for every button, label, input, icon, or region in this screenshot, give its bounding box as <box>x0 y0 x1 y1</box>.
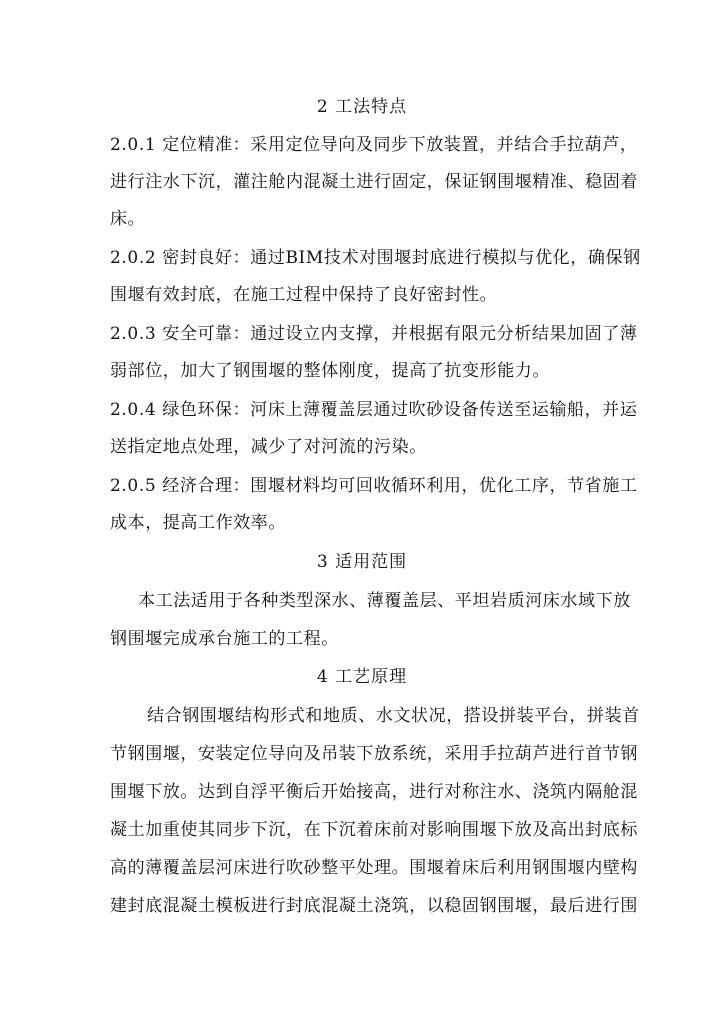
section-4-line-5: 高的薄覆盖层河床进行吹砂整平处理。围堰着床后利用钢围堰内壁构 <box>110 858 638 878</box>
section-4-line-1: 结合钢围堰结构形式和地质、水文状况，搭设拼装平台，拼装首 <box>147 706 640 726</box>
paragraph-2-0-2-line-2: 围堰有效封底，在施工过程中保持了良好密封性。 <box>110 285 498 305</box>
section-4-line-4: 凝土加重使其同步下沉，在下沉着床前对影响围堰下放及高出封底标 <box>110 820 638 840</box>
paragraph-2-0-2-line-1: 2.0.2 密封良好：通过BIM技术对围堰封底进行模拟与优化，确保钢 <box>110 248 641 268</box>
paragraph-2-0-4-line-1: 2.0.4 绿色环保：河床上薄覆盖层通过吹砂设备传送至运输船，并运 <box>110 400 638 420</box>
paragraph-2-0-5-line-2: 成本，提高工作效率。 <box>110 513 286 533</box>
section-4-line-2: 节钢围堰，安装定位导向及吊装下放系统，采用手拉葫芦进行首节钢 <box>110 744 638 764</box>
paragraph-2-0-3-line-2: 弱部位，加大了钢围堰的整体刚度，提高了抗变形能力。 <box>110 361 550 381</box>
section-4-line-6: 建封底混凝土模板进行封底混凝土浇筑，以稳固钢围堰，最后进行围 <box>110 896 638 916</box>
section-3-heading: 3 适用范围 <box>316 552 408 572</box>
paragraph-2-0-1-line-3: 床。 <box>110 209 146 229</box>
paragraph-2-0-5-line-1: 2.0.5 经济合理：围堰材料均可回收循环利用，优化工序，节省施工 <box>110 476 638 496</box>
paragraph-2-0-1-line-2: 进行注水下沉，灌注舱内混凝土进行固定，保证钢围堰精准、稳固着 <box>110 172 638 192</box>
section-4-heading: 4 工艺原理 <box>316 667 408 687</box>
paragraph-2-0-1-line-1: 2.0.1 定位精准：采用定位导向及同步下放装置，并结合手拉葫芦， <box>110 135 638 155</box>
paragraph-2-0-3-line-1: 2.0.3 安全可靠：通过设立内支撑，并根据有限元分析结果加固了薄 <box>110 324 638 344</box>
section-2-heading: 2 工法特点 <box>316 97 408 117</box>
section-4-line-3: 围堰下放。达到自浮平衡后开始接高，进行对称注水、浇筑内隔舱混 <box>110 782 638 802</box>
section-3-line-2: 钢围堰完成承台施工的工程。 <box>110 629 339 649</box>
paragraph-2-0-4-line-2: 送指定地点处理，减少了对河流的污染。 <box>110 437 427 457</box>
section-3-line-1: 本工法适用于各种类型深水、薄覆盖层、平坦岩质河床水域下放 <box>138 591 631 611</box>
